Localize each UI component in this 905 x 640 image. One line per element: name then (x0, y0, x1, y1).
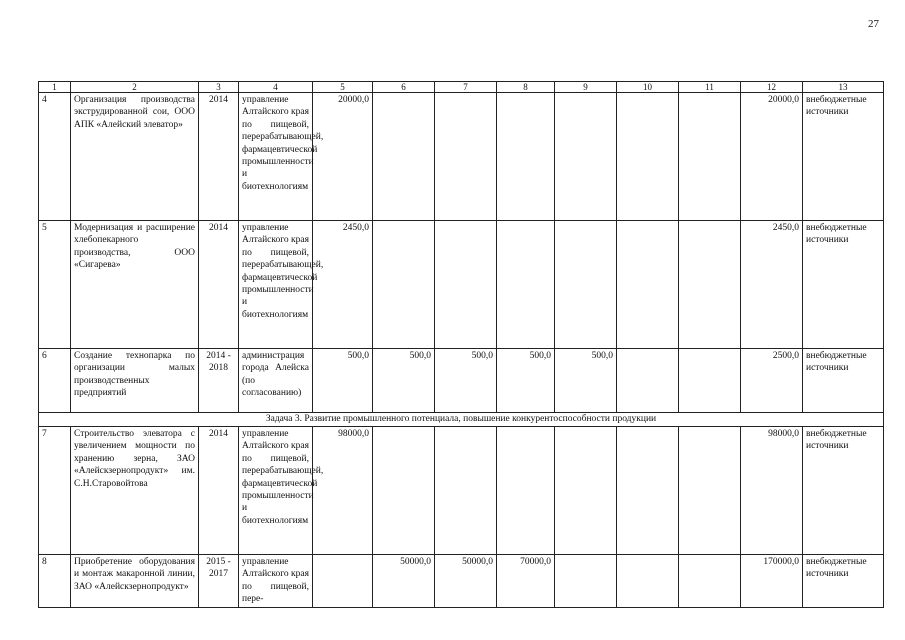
row-number: 5 (39, 221, 71, 349)
column-header: 4 (239, 82, 313, 93)
value-col9 (555, 555, 617, 608)
value-col11 (679, 221, 741, 349)
value-col5: 500,0 (313, 349, 373, 413)
program-table (38, 81, 884, 608)
total-value: 20000,0 (741, 93, 803, 221)
measure-name: Организация производства экструдированной сои, ООО АПК «Алейский элеватор» (71, 93, 199, 221)
total-value: 98000,0 (741, 427, 803, 555)
row-number: 8 (39, 555, 71, 608)
value-col8 (497, 221, 555, 349)
column-header: 8 (497, 82, 555, 93)
value-col6: 50000,0 (373, 555, 435, 608)
column-header: 2 (71, 82, 199, 93)
value-col9: 500,0 (555, 349, 617, 413)
column-header: 12 (741, 82, 803, 93)
table-row (39, 93, 884, 221)
value-col6 (373, 221, 435, 349)
total-value: 2450,0 (741, 221, 803, 349)
table-row (39, 555, 884, 608)
value-col9 (555, 93, 617, 221)
value-col9 (555, 221, 617, 349)
value-col7: 500,0 (435, 349, 497, 413)
value-col5: 20000,0 (313, 93, 373, 221)
column-header: 9 (555, 82, 617, 93)
value-col5 (313, 555, 373, 608)
measure-name: Приобретение оборудования и монтаж макаронной линии, ЗАО «Алейскзернопродукт» (71, 555, 199, 608)
column-header: 3 (199, 82, 239, 93)
value-col5: 2450,0 (313, 221, 373, 349)
value-col11 (679, 93, 741, 221)
column-number-row (39, 82, 884, 93)
column-header: 7 (435, 82, 497, 93)
executor: управление Алтайского края по пищевой, пере- (239, 555, 313, 608)
executor: управление Алтайского края по пищевой, перерабатывающей, фармацевтической промышленности и биотехнологиям (239, 221, 313, 349)
value-col6: 500,0 (373, 349, 435, 413)
period: 2014 (199, 427, 239, 555)
column-header: 11 (679, 82, 741, 93)
column-header: 1 (39, 82, 71, 93)
measure-name: Создание технопарка по организации малых производственных предприятий (71, 349, 199, 413)
value-col7 (435, 427, 497, 555)
value-col9 (555, 427, 617, 555)
funding-source: внебюджетные источники (803, 93, 884, 221)
value-col7 (435, 221, 497, 349)
value-col10 (617, 221, 679, 349)
column-header: 13 (803, 82, 884, 93)
value-col6 (373, 427, 435, 555)
executor: администрация города Алейска (по согласованию) (239, 349, 313, 413)
task-heading-row (39, 413, 884, 427)
funding-source: внебюджетные источники (803, 349, 884, 413)
table-row (39, 427, 884, 555)
executor: управление Алтайского края по пищевой, перерабатывающей, фармацевтической промышленности и биотехнологиям (239, 93, 313, 221)
total-value: 170000,0 (741, 555, 803, 608)
value-col8 (497, 427, 555, 555)
measure-name: Модернизация и расширение хлебопекарного производства, ООО «Сигарева» (71, 221, 199, 349)
column-header: 6 (373, 82, 435, 93)
funding-source: внебюджетные источники (803, 555, 884, 608)
value-col10 (617, 427, 679, 555)
row-number: 7 (39, 427, 71, 555)
value-col8 (497, 93, 555, 221)
row-number: 4 (39, 93, 71, 221)
value-col10 (617, 93, 679, 221)
executor: управление Алтайского края по пищевой, перерабатывающей, фармацевтической промышленности и биотехнологиям (239, 427, 313, 555)
value-col7 (435, 93, 497, 221)
funding-source: внебюджетные источники (803, 427, 884, 555)
funding-source: внебюджетные источники (803, 221, 884, 349)
period: 2014 - 2018 (199, 349, 239, 413)
column-header: 5 (313, 82, 373, 93)
row-number: 6 (39, 349, 71, 413)
table-row (39, 221, 884, 349)
value-col8: 500,0 (497, 349, 555, 413)
task-heading: Задача 3. Развитие промышленного потенциала, повышение конкурентоспособности продукции (39, 413, 884, 427)
value-col10 (617, 555, 679, 608)
value-col10 (617, 349, 679, 413)
period: 2014 (199, 221, 239, 349)
value-col11 (679, 427, 741, 555)
measure-name: Строительство элеватора с увеличением мощности по хранению зерна, ЗАО «Алейскзернопродукт» им. С.Н.Старовойтова (71, 427, 199, 555)
value-col11 (679, 349, 741, 413)
table-row (39, 349, 884, 413)
page-number: 27 (868, 18, 879, 30)
value-col7: 50000,0 (435, 555, 497, 608)
column-header: 10 (617, 82, 679, 93)
period: 2015 - 2017 (199, 555, 239, 608)
value-col5: 98000,0 (313, 427, 373, 555)
total-value: 2500,0 (741, 349, 803, 413)
value-col6 (373, 93, 435, 221)
value-col11 (679, 555, 741, 608)
value-col8: 70000,0 (497, 555, 555, 608)
period: 2014 (199, 93, 239, 221)
